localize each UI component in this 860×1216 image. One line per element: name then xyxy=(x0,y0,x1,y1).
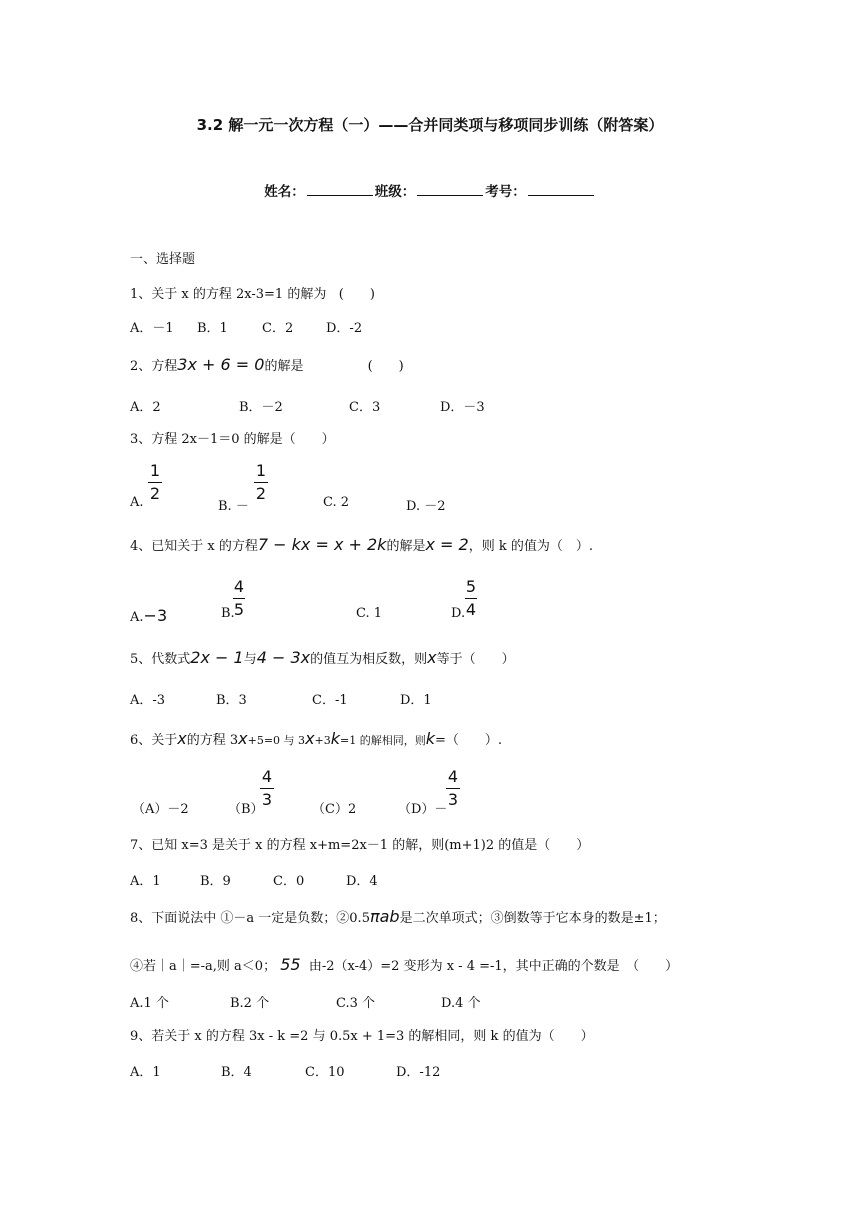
question-8-line-2: ④若｜a｜=-a,则 a＜0； 55 由-2（x-4）=2 变形为 x - 4 =-1，其中正确的个数是 （ ） xyxy=(130,955,679,974)
q2-option-d: D．－3 xyxy=(440,400,485,415)
q7-option-c: C．0 xyxy=(273,874,305,889)
question-9: 9、若关于 x 的方程 3x - k =2 与 0.5x + 1=3 的解相同，则 k 的值为（ ） xyxy=(130,1029,594,1044)
q3-option-d: D. －2 xyxy=(406,499,446,514)
q2-option-a: A．2 xyxy=(130,400,161,415)
q1-option-c: C．2 xyxy=(262,321,294,336)
q4-equation: 7 − kx = x + 2k xyxy=(257,535,387,554)
q5-option-b: B．3 xyxy=(216,693,247,708)
q8-option-d: D.4 个 xyxy=(441,996,481,1011)
q6-option-a: （A）－2 xyxy=(132,802,189,817)
question-8-line-1: 8、下面说法中 ①－a 一定是负数；②0.5πab是二次单项式；③倒数等于它本身的数是±1； xyxy=(130,907,666,926)
section-heading: 一、选择题 xyxy=(130,252,196,267)
q1-option-a: A．－1 xyxy=(130,321,174,336)
q7-option-b: B．9 xyxy=(200,874,231,889)
q1-option-b: B．1 xyxy=(197,321,228,336)
q5-option-d: D．1 xyxy=(400,693,432,708)
q9-option-a: A．1 xyxy=(130,1065,161,1080)
q6-option-c: （C）2 xyxy=(312,802,357,817)
q2-option-b: B．－2 xyxy=(239,400,283,415)
q6-option-d: （D）－ xyxy=(398,802,448,817)
id-label: 考号： xyxy=(485,184,526,200)
question-4: 4、已知关于 x 的方程7 − kx = x + 2k的解是x = 2，则 k 的值为（ ）. xyxy=(130,535,593,554)
q3-fraction-a: 1 2 xyxy=(149,461,161,503)
q6-fraction-b: 4 3 xyxy=(261,767,273,809)
q3-option-b: B. － xyxy=(218,499,249,514)
question-6: 6、关于x的方程 3x+5=0 与 3x+3k=1 的解相同，则k=（ ）. xyxy=(130,729,503,748)
q7-option-a: A．1 xyxy=(130,874,161,889)
question-3: 3、方程 2x－1＝0 的解是（ ） xyxy=(130,432,335,447)
q4-option-a: A.−3 xyxy=(130,606,168,625)
q8-option-c: C.3 个 xyxy=(336,996,376,1011)
q9-option-d: D．-12 xyxy=(396,1065,441,1080)
q6-fraction-d: 4 3 xyxy=(447,767,459,809)
id-blank[interactable] xyxy=(528,182,594,196)
name-label: 姓名： xyxy=(264,184,305,200)
q3-fraction-b: 1 2 xyxy=(255,461,267,503)
q4-option-d: D. xyxy=(451,606,466,621)
question-7: 7、已知 x=3 是关于 x 的方程 x+m=2x－1 的解，则(m+1)2 的值是（ ） xyxy=(130,838,590,853)
q4-solution: x = 2 xyxy=(425,535,469,554)
q8-option-a: A.1 个 xyxy=(130,996,169,1011)
q2-option-c: C．3 xyxy=(349,400,381,415)
q3-option-c: C. 2 xyxy=(323,495,350,510)
q1-option-d: D．-2 xyxy=(326,321,363,336)
q4-fraction-b: 4 5 xyxy=(233,577,245,619)
document-title: 3.2 解一元一次方程（一）——合并同类项与移项同步训练（附答案） xyxy=(196,116,664,134)
class-blank[interactable] xyxy=(417,182,483,196)
q9-option-c: C．10 xyxy=(305,1065,345,1080)
q6-option-b: （B） xyxy=(228,802,264,817)
q8-option-b: B.2 个 xyxy=(230,996,270,1011)
q5-option-c: C．-1 xyxy=(312,693,348,708)
student-info-line xyxy=(0,180,860,200)
q4-option-b: B. xyxy=(221,606,235,621)
question-2: 2、方程3x + 6 = 0的解是 ( ) xyxy=(130,355,404,374)
class-label: 班级： xyxy=(374,184,416,200)
q5-option-a: A．-3 xyxy=(130,693,166,708)
q2-equation: 3x + 6 = 0 xyxy=(177,355,265,374)
q4-option-c: C. 1 xyxy=(356,606,383,621)
q7-option-d: D．4 xyxy=(346,874,378,889)
q3-option-a: A. xyxy=(130,495,144,510)
question-1: 1、关于 x 的方程 2x-3=1 的解为 ( ) xyxy=(130,287,375,302)
q9-option-b: B．4 xyxy=(221,1065,252,1080)
q4-fraction-d: 5 4 xyxy=(465,577,477,619)
name-blank[interactable] xyxy=(307,182,373,196)
question-5: 5、代数式2x − 1与4 − 3x的值互为相反数，则x等于（ ） xyxy=(130,648,515,667)
